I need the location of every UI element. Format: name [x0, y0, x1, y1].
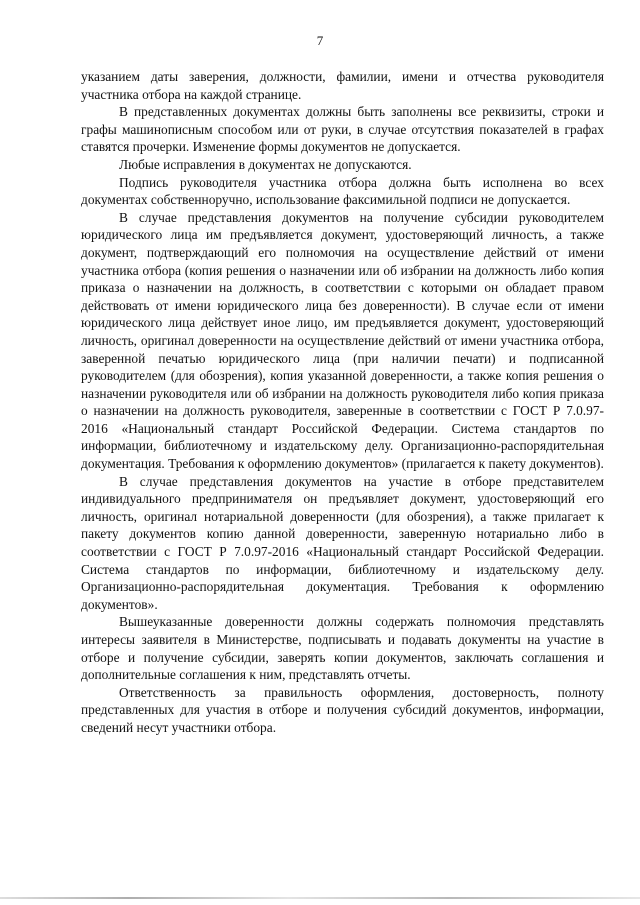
paragraph-legal-entity-representation: В случае представления документов на получение субсидии руководителем юридического лица им предъявляется документ, удостоверяющий личность, а также документ, подтверждающий его полномочия на осуществление действий от имени участника отбора (копия решения о назначении или об избрании на должность либо копия приказа о назначении на должность, в соответствии с которыми он обладает правом действовать от имени юридического лица без доверенности). В случае если от имени юридического лица действует иное лицо, им предъявляется документ, удостоверяющий личность, оригинал доверенности на осуществление действий от имени участника отбора, заверенной печатью юридического лица (при наличии печати) и подписанной руководителем (для обозрения), копия указанной доверенности, а также копия решения о назначении руководителя или об избрании на должность руководителя либо копия приказа о назначении на должность руководителя, заверенные в соответствии с ГОСТ Р 7.0.97-2016 «Национальный стандарт Российской Федерации. Система стандартов по информации, библиотечному и издательскому делу. Организационно-распорядительная документация. Требования к оформлению документов» (прилагается к пакету документов). — [81, 209, 604, 472]
paragraph-individual-entrepreneur-representation: В случае представления документов на участие в отборе представителем индивидуального предпринимателя он предъявляет документ, удостоверяющий его личность, оригинал нотариальной доверенности (для обозрения), а также прилагает к пакету документов копию данной доверенности, заверенную нотариально либо в соответствии с ГОСТ Р 7.0.97-2016 «Национальный стандарт Российской Федерации. Система стандартов по информации, библиотечному и издательскому делу. Организационно-распорядительная документация. Требования к оформлению документов». — [81, 473, 604, 612]
paragraph-signature-rules: Подпись руководителя участника отбора должна быть исполнена во всех документах собственноручно, использование факсимильной подписи не допускается. — [81, 174, 604, 208]
paragraph-power-of-attorney-scope: Вышеуказанные доверенности должны содержать полномочия представлять интересы заявителя в Министерстве, подписывать и подавать документы на участие в отборе и получение субсидии, заверять копии документов, заключать соглашения и дополнительные соглашения к ним, представлять отчеты. — [81, 614, 604, 683]
document-body — [81, 68, 604, 737]
paragraph-required-details: В представленных документах должны быть заполнены все реквизиты, строки и графы машинописным способом или от руки, в случае отсутствия показателей в графах ставятся прочерки. Изменение формы документов не допускается. — [81, 104, 604, 155]
paragraph-no-corrections: Любые исправления в документах не допускаются. — [119, 156, 412, 172]
scan-bottom-edge — [0, 897, 640, 899]
paragraph-responsibility: Ответственность за правильность оформления, достоверность, полноту представленных для участия в отборе и получения субсидий документов, информации, сведений несут участники отбора. — [81, 684, 604, 735]
paragraph-date-of-certification: указанием даты заверения, должности, фамилии, имени и отчества руководителя участника отбора на каждой странице. — [81, 69, 604, 102]
page-number: 7 — [316, 33, 324, 48]
